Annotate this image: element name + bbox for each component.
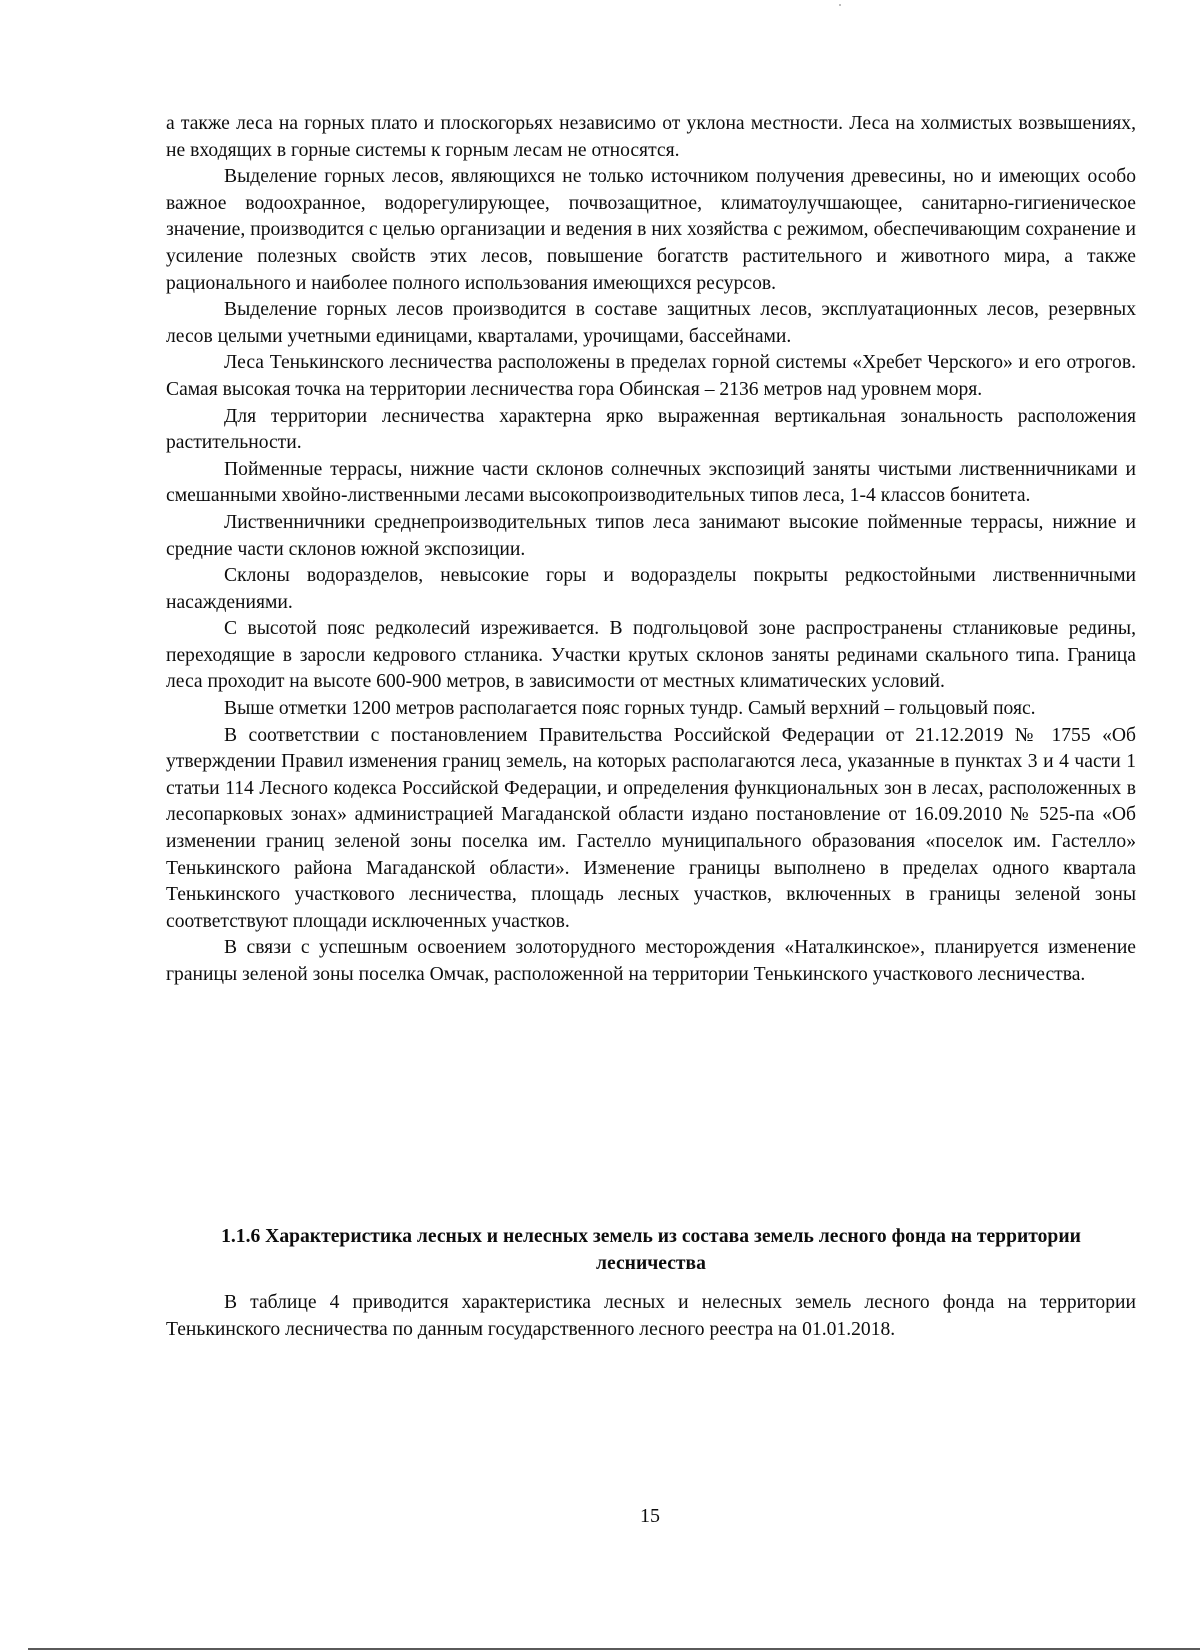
paragraph: Лиственничники среднепроизводительных типов леса занимают высокие пойменные террасы, нижние и средние части склонов южной экспозиции. [166,511,1136,560]
paragraph: Леса Тенькинского лесничества расположены в пределах горной системы «Хребет Черского» и его отрогов. Самая высокая точка на территории лесничества гора Обинская – 2136 метров над уровнем моря. [166,352,1136,400]
paragraph: В связи с успешным освоением золоторудного месторождения «Наталкинское», планируется изменение границы зеленой зоны поселка Омчак, расположенной на территории Тенькинского участкового лесничества. [166,937,1136,985]
bottom-rule [28,1648,1200,1650]
paragraph: Выше отметки 1200 метров располагается пояс горных тундр. Самый верхний – гольцовый пояс. [224,698,1036,720]
paragraph: Для территории лесничества характерна ярко выраженная вертикальная зональность расположения растительности. [166,405,1136,454]
section-heading: 1.1.6 Характеристика лесных и нелесных земель из состава земель лесного фонда на территории лесничества [221,1226,1081,1274]
paragraph: Выделение горных лесов производится в составе защитных лесов, эксплуатационных лесов, резервных лесов целыми учетными единицами, кварталами, урочищами, бассейнами. [166,299,1136,347]
scan-artifact [839,4,841,6]
paragraph: С высотой пояс редколесий изреживается. В подгольцовой зоне распространены стланиковые редины, переходящие в заросли кедрового стланика. Участки крутых склонов заняты рединами скального типа. Граница леса проходит на высоте 600-900 метров, в зависимости от местных климатических условий. [166,618,1136,693]
body-text [166,111,1136,989]
paragraph-continuation: а также леса на горных плато и плоскогорьях независимо от уклона местности. Леса на холмистых возвышениях, не входящих в горные системы к горным лесам не относятся. [166,113,1136,161]
paragraph: Склоны водоразделов, невысокие горы и водоразделы покрыты редкостойными лиственничными насаждениями. [166,565,1136,613]
paragraph: Выделение горных лесов, являющихся не только источником получения древесины, но и имеющих особо важное водоохранное, водорегулирующее, почвозащитное, климатоулучшающее, санитарно-гигиеническое значение, производится с целью организации и ведения в них хозяйства с режимом, обеспечивающим сохранение и усиление полезных свойств этих лесов, повышение богатств растительного и животного мира, а также рационального и наиболее полного использования имеющихся ресурсов. [166,166,1136,294]
section-paragraph: В таблице 4 приводится характеристика лесных и нелесных земель лесного фонда на территории Тенькинского лесничества по данным государственного лесного реестра на 01.01.2018. [166,1292,1136,1340]
paragraph: В соответствии с постановлением Правительства Российской Федерации от 21.12.2019 № 1755 «Об утверждении Правил изменения границ земель, на которых располагаются леса, указанные в пунктах 3 и 4 части 1 статьи 114 Лесного кодекса Российской Федерации, и определения функциональных зон в лесах, расположенных в лесопарковых зонах» администрацией Магаданской области издано постановление от 16.09.2010 № 525-па «Об изменении границ зеленой зоны поселка им. Гастелло муниципального образования «поселок им. Гастелло» Тенькинского района Магаданской области». Изменение границы выполнено в пределах одного квартала Тенькинского участкового лесничества, площадь лесных участков, включенных в границы зеленой зоны соответствуют площади исключенных участков. [166,724,1136,932]
paragraph: Пойменные террасы, нижние части склонов солнечных экспозиций заняты чистыми лиственничниками и смешанными хвойно-лиственными лесами высокопроизводительных типов леса, 1-4 классов бонитета. [166,458,1136,507]
page-number: 15 [640,1505,660,1527]
